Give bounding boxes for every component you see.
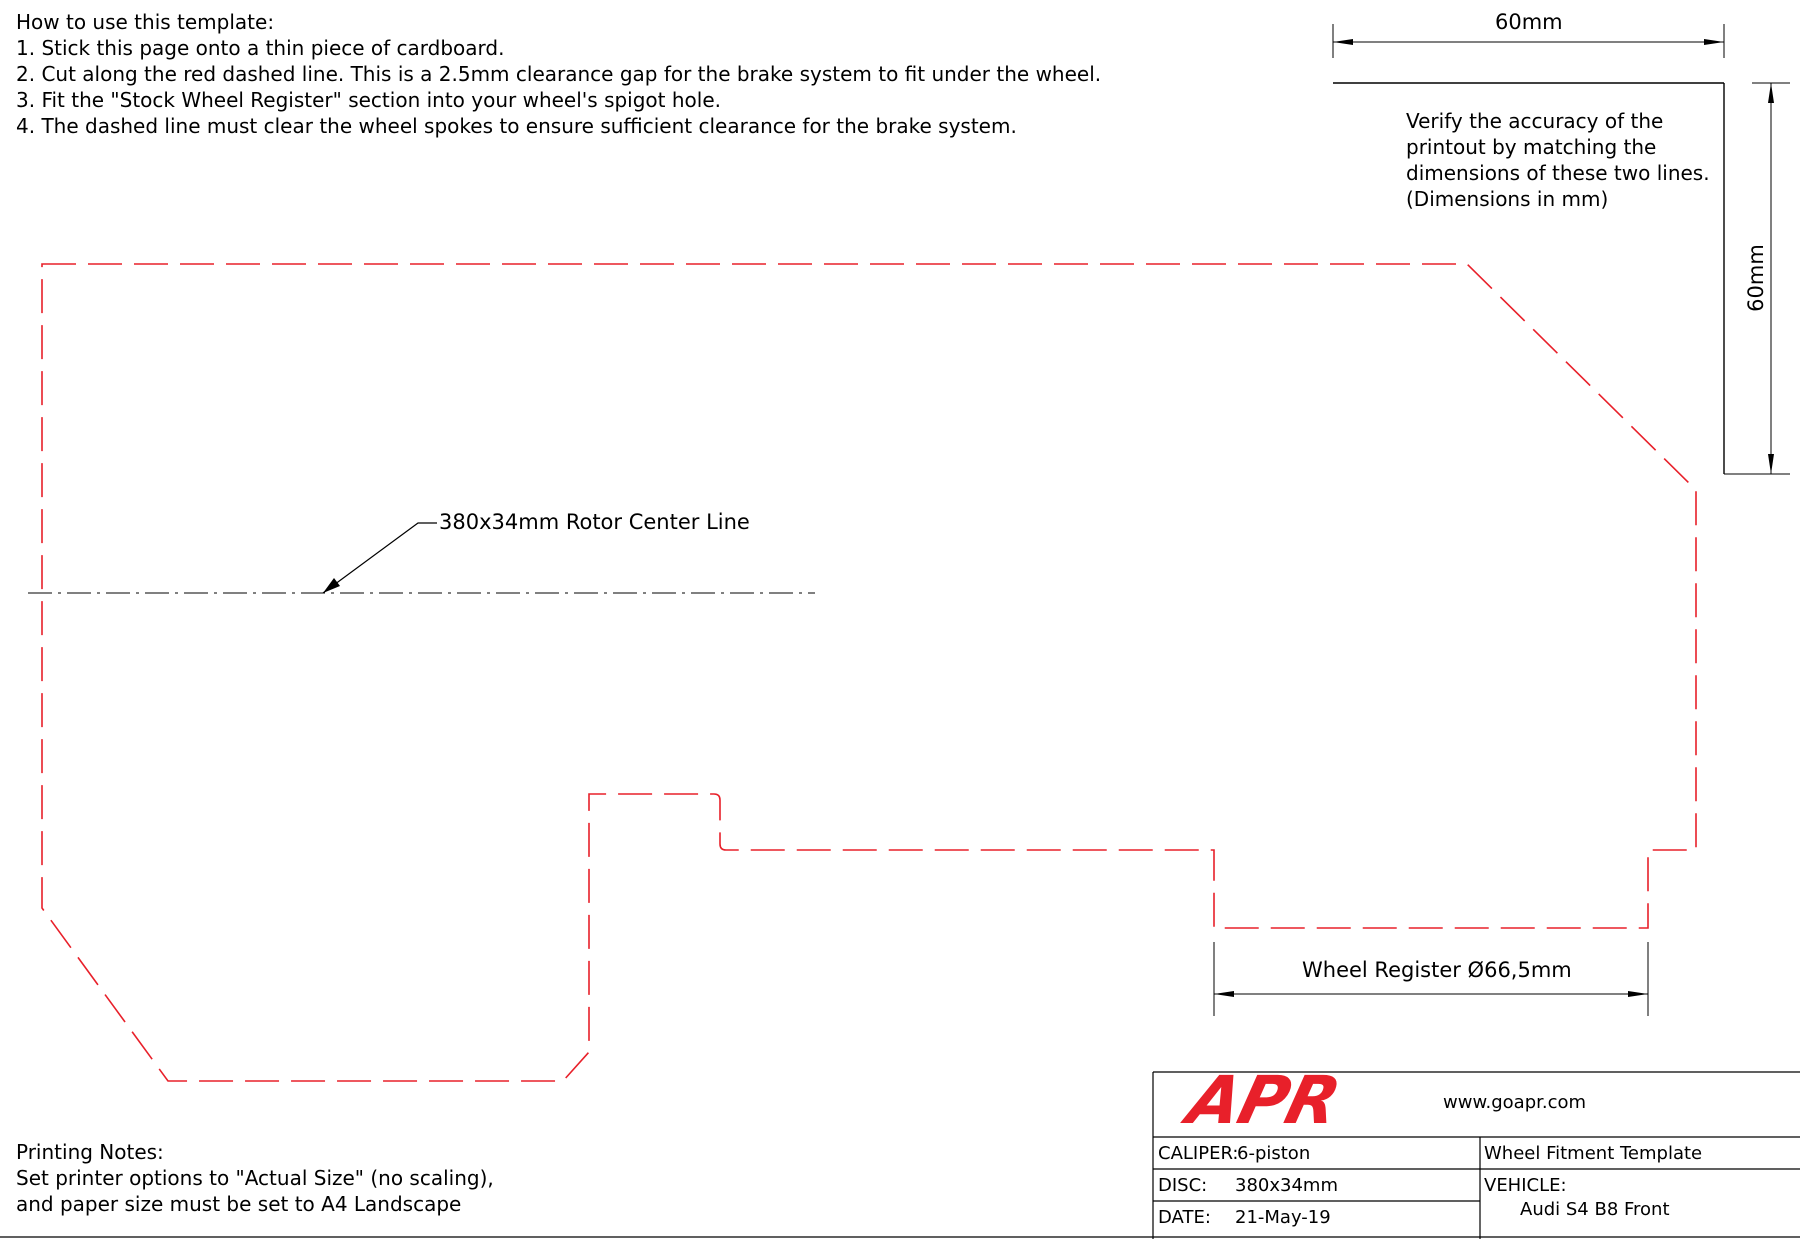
horizontal-60mm-label: 60mm xyxy=(1495,10,1563,34)
vehicle-value: Audi S4 B8 Front xyxy=(1520,1199,1670,1220)
disc-value: 380x34mm xyxy=(1235,1175,1338,1196)
printing-notes-title: Printing Notes: xyxy=(16,1140,164,1164)
printing-note-line-1: Set printer options to "Actual Size" (no scaling), xyxy=(16,1166,494,1190)
document-title: Wheel Fitment Template xyxy=(1484,1143,1703,1164)
date-label: DATE: xyxy=(1158,1207,1211,1228)
instruction-step-1: 1. Stick this page onto a thin piece of cardboard. xyxy=(16,36,505,60)
rotor-leader-line xyxy=(323,523,437,593)
instructions-block xyxy=(16,9,1101,139)
apr-logo: APR xyxy=(1180,1062,1347,1139)
instruction-step-2: 2. Cut along the red dashed line. This is a 2.5mm clearance gap for the brake system to fit under the wheel. xyxy=(16,62,1102,86)
date-value: 21-May-19 xyxy=(1235,1207,1331,1228)
wheel-register-label: Wheel Register Ø66,5mm xyxy=(1302,958,1572,982)
instructions-title: How to use this template: xyxy=(16,10,275,34)
disc-label: DISC: xyxy=(1158,1175,1208,1196)
instruction-step-3: 3. Fit the "Stock Wheel Register" section into your wheel's spigot hole. xyxy=(16,88,721,112)
printing-notes-block xyxy=(16,1139,494,1217)
vertical-60mm-label: 60mm xyxy=(1743,244,1768,312)
printing-note-line-2: and paper size must be set to A4 Landscape xyxy=(16,1192,462,1216)
caliper-value: 6-piston xyxy=(1237,1143,1311,1164)
rotor-leader-arrowhead xyxy=(323,578,340,593)
verify-accuracy-text: Verify the accuracy of the printout by matching the dimensions of these two lines. (Dimensions in mm) xyxy=(1406,109,1710,211)
vehicle-label: VEHICLE: xyxy=(1484,1175,1567,1196)
website-text: www.goapr.com xyxy=(1443,1092,1587,1113)
rotor-center-line-label: 380x34mm Rotor Center Line xyxy=(439,510,750,534)
instruction-step-4: 4. The dashed line must clear the wheel spokes to ensure sufficient clearance for the brake system. xyxy=(16,114,1017,138)
caliper-label: CALIPER: xyxy=(1158,1143,1239,1164)
